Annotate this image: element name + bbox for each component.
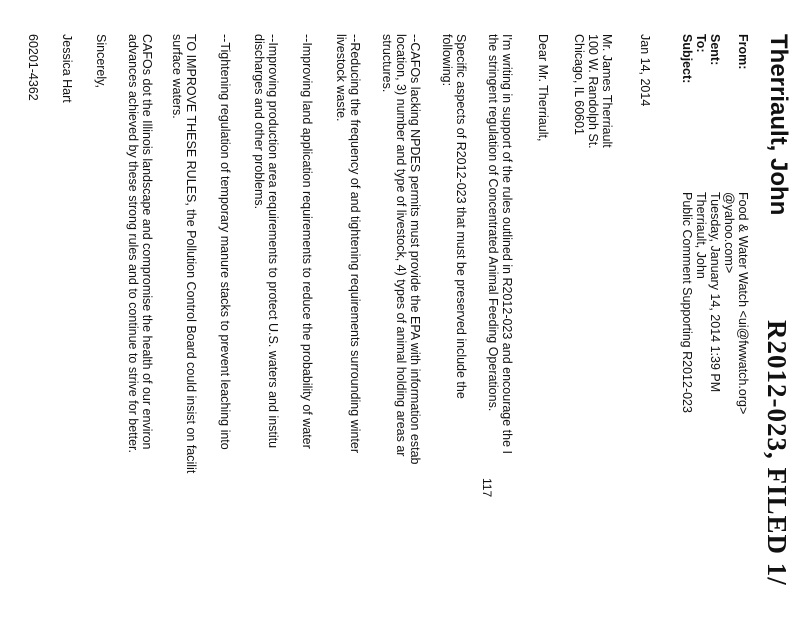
point-4-line-2: discharges and other problems.	[252, 34, 266, 210]
letter-date: Jan 14, 2014	[638, 34, 652, 107]
subject-label: Subject:	[680, 34, 694, 84]
sent-label: Sent:	[708, 34, 722, 66]
to-value: Therriault, John	[694, 192, 708, 279]
signer-name: Jessica Hart	[60, 34, 74, 103]
address-line-1: Mr. James Therriault	[600, 34, 614, 148]
from-label: From:	[736, 34, 750, 70]
point-1-line-3: structures.	[380, 34, 394, 93]
point-5-line-1: --Tightening regulation of temporary manure stacks to prevent leaching into	[218, 34, 232, 450]
improve-line-2: surface waters.	[170, 34, 184, 119]
salutation: Dear Mr. Therriault,	[536, 34, 550, 142]
from-value-line-2: @yahoo.com>	[722, 192, 736, 274]
aspects-intro-line-2: following:	[440, 34, 454, 87]
subject-value: Public Comment Supporting R2012-023	[680, 192, 694, 413]
point-2-line-1: --Reducing the frequency of and tightening requirements surrounding winter	[348, 34, 362, 453]
address-line-3: Chicago, IL 60601	[572, 34, 586, 136]
improve-line-1: TO IMPROVE THESE RULES, the Pollution Control Board could insist on facilit	[184, 34, 198, 474]
page-number: 117	[480, 478, 494, 498]
point-1-line-2: location, 3) number and type of livestock, 4) types of animal holding areas ar	[394, 34, 408, 457]
closing-line-2: advances achieved by these strong rules and to continue to strive for better.	[126, 34, 140, 454]
point-3-line-1: --Improving land application requirements to reduce the probability of water	[300, 34, 314, 449]
intro-line-2: the stringent regulation of Concentrated Animal Feeding Operations.	[486, 34, 500, 412]
sent-value: Tuesday, January 14, 2014 1:39 PM	[708, 192, 722, 393]
sender-name: Therriault, John	[765, 34, 792, 216]
point-2-line-2: livestock waste.	[334, 34, 348, 122]
aspects-intro-line-1: Specific aspects of R2012-023 that must be preserved include the	[454, 34, 468, 399]
signoff: Sincerely,	[94, 34, 108, 88]
address-line-2: 100 W. Randolph St.	[586, 34, 600, 149]
from-value-line-1: Food & Water Watch <ui@fwwatch.org>	[736, 192, 750, 415]
signer-zip: 60201-4362	[26, 34, 40, 101]
closing-line-1: CAFOs dot the Illinois landscape and compromise the health of our environ	[140, 34, 154, 450]
point-1-line-1: --CAFOs lacking NPDES permits must provide the EPA with information estab	[408, 34, 422, 465]
intro-line-1: I'm writing in support of the rules outlined in R2012-023 and encourage the I	[500, 34, 514, 455]
filing-stamp: R2012-023, FILED 1/	[762, 320, 792, 586]
to-label: To:	[694, 34, 708, 53]
point-4-line-1: --Improving production area requirements to protect U.S. waters and institu	[266, 34, 280, 449]
